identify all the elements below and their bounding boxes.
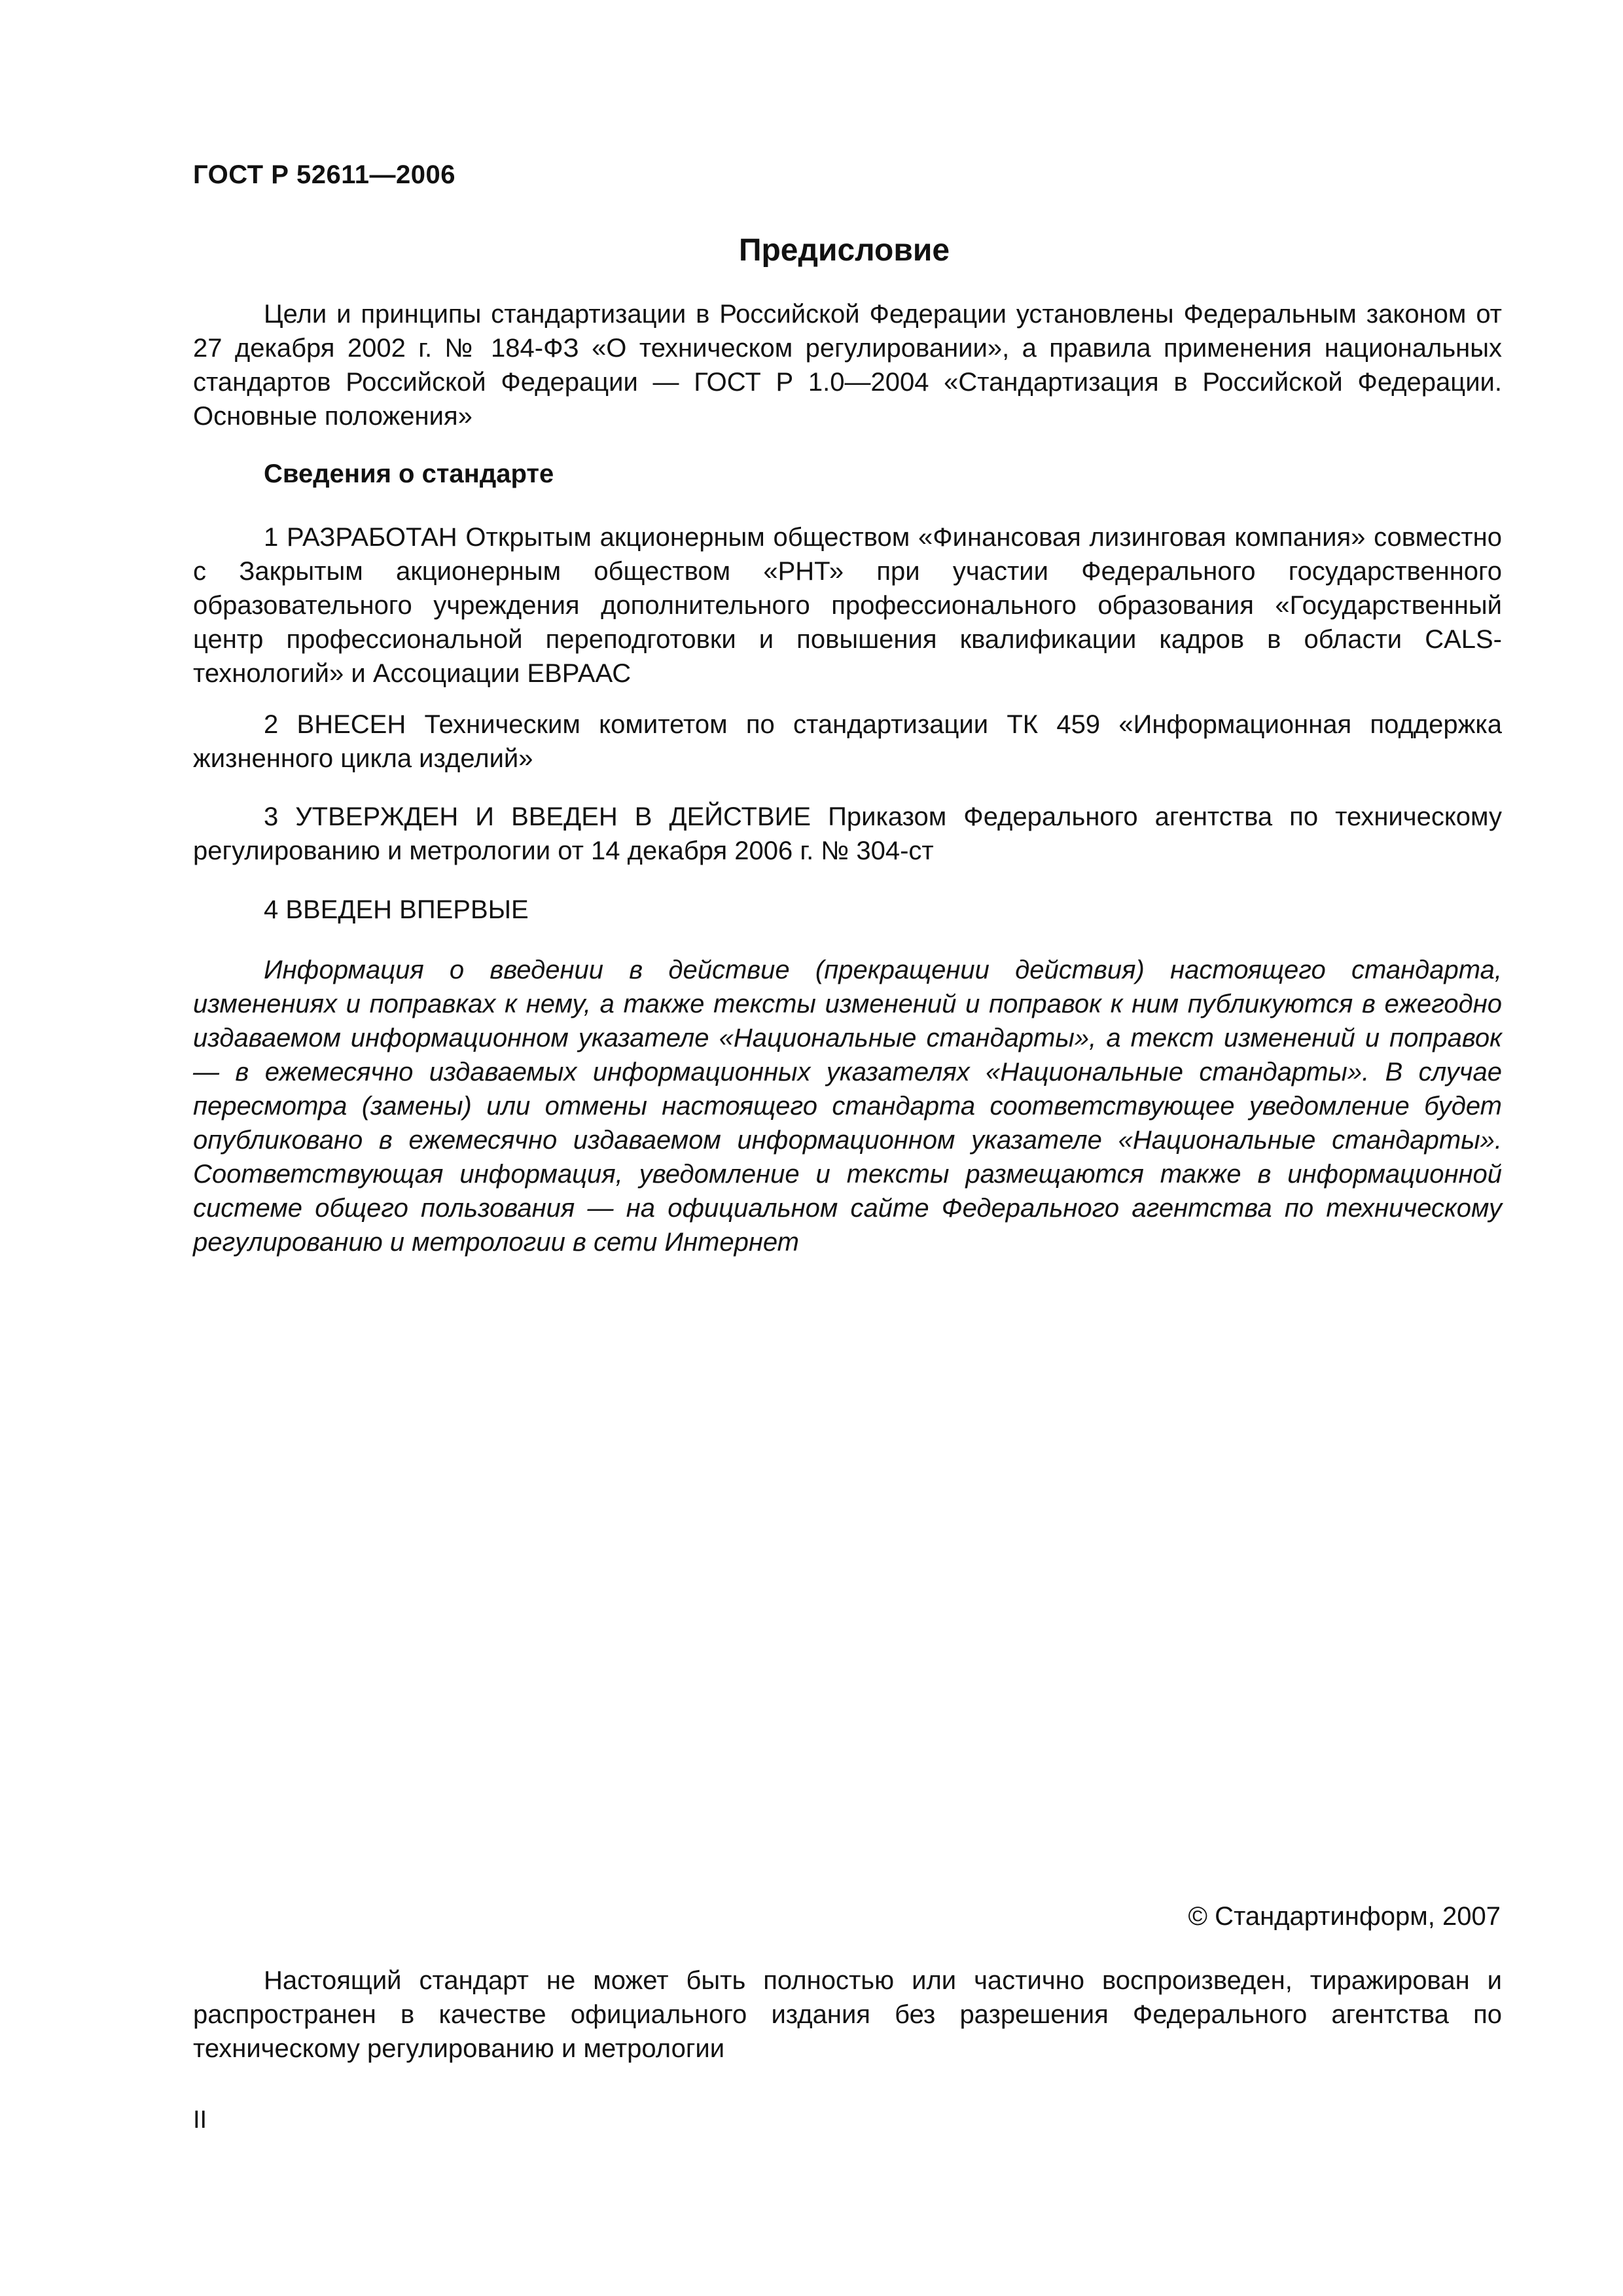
intro-paragraph: Цели и принципы стандартизации в Российской Федерации установлены Федеральным законом от 27 декабря 2002 г. № 184-ФЗ «О техническом регулировании», а правила применения национальных стандартов Российской Федерации — ГОСТ Р 1.0—2004 «Стандартизация в Российской Федерации. Основные положения»: [193, 300, 1502, 431]
disclaimer-paragraph: Настоящий стандарт не может быть полностью или частично воспроизведен, тиражирован и распространен в качестве официального издания без разрешения Федерального агентства по техническому регулированию и метрологии: [193, 1966, 1502, 2063]
notice-paragraph: Информация о введении в действие (прекращении действия) настоящего стандарта, изменениях и поправках к нему, а также тексты изменений и поправок к ним публикуются в ежегодно издаваемом информационном указателе «Национальные стандарты», а текст изменений и поправок — в ежемесячно издаваемых информационных указателях «Национальные стандарты». В случае пересмотра (замены) или отмены настоящего стандарта соответствующее уведомление будет опубликовано в ежемесячно издаваемом информационном указателе «Национальные стандарты». Соответствующая информация, уведомление и тексты размещаются также в информационной системе общего пользования — на официальном сайте Федерального агентства по техническому регулированию и метрологии в сети Интернет: [193, 956, 1502, 1257]
copyright: © Стандартинформ, 2007: [1188, 1902, 1501, 1931]
item-introduced: 4 ВВЕДЕН ВПЕРВЫЕ: [264, 895, 529, 924]
page-number: II: [193, 2106, 207, 2134]
info-heading: Сведения о стандарте: [264, 459, 554, 488]
item-submitted: 2 ВНЕСЕН Техническим комитетом по стандартизации ТК 459 «Информационная поддержка жизненного цикла изделий»: [193, 710, 1502, 773]
page-title: Предисловие: [738, 233, 950, 268]
item-approved: 3 УТВЕРЖДЕН И ВВЕДЕН В ДЕЙСТВИЕ Приказом Федерального агентства по техническому регулированию и метрологии от 14 декабря 2006 г. № 304-ст: [193, 802, 1502, 865]
document-code: ГОСТ Р 52611—2006: [193, 160, 455, 189]
item-developed: 1 РАЗРАБОТАН Открытым акционерным обществом «Финансовая лизинговая компания» совместно с Закрытым акционерным обществом «РНТ» при участии Федерального государственного образовательного учреждения дополнительного профессионального образования «Государственный центр профессиональной переподготовки и повышения квалификации кадров в области CALS-технологий» и Ассоциации ЕВРААС: [193, 523, 1502, 688]
